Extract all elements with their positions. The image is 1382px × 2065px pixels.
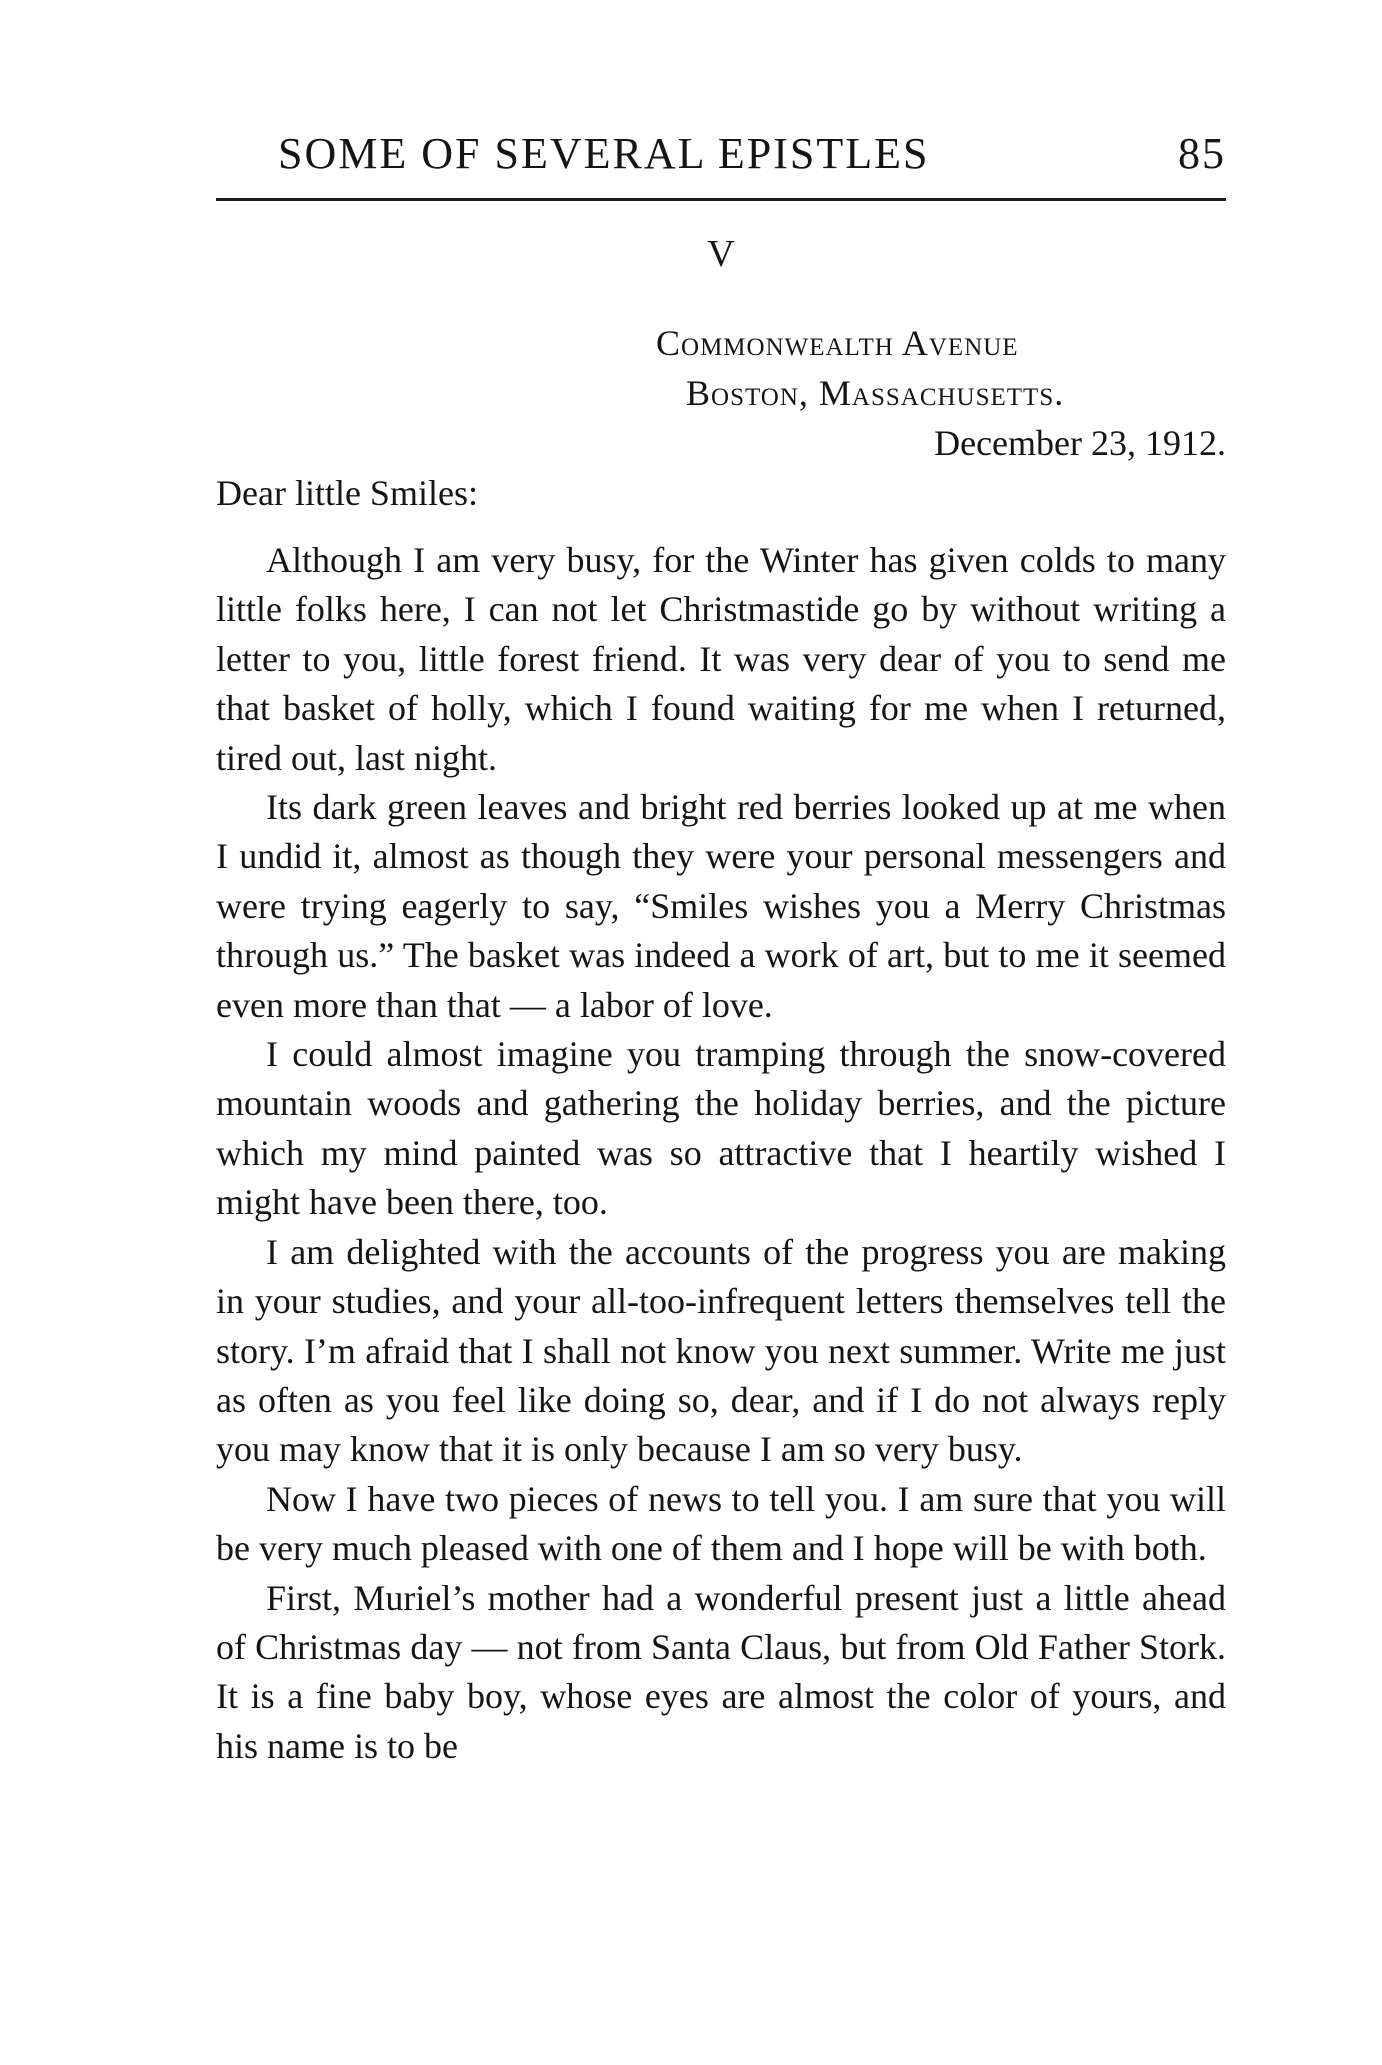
running-title: SOME OF SEVERAL EPISTLES bbox=[278, 129, 930, 178]
paragraph: Now I have two pieces of news to tell you. I am sure that you will be very much pleased with one of them and I hope will be with both. bbox=[216, 1478, 1226, 1569]
letter-date: December 23, 1912. bbox=[934, 423, 1226, 463]
paragraph: First, Muriel’s mother had a wonderful present just a little ahead of Christmas day — not from Santa Claus, but from Old Father Stork. It is a fine baby boy, whose eyes are almost the color of yours, and his name is to be bbox=[216, 1577, 1226, 1766]
paragraph: Although I am very busy, for the Winter has given colds to many little folks here, I can not let Christmastide go by without writing a letter to you, little forest friend. It was very dear of you to send me that basket of holly, which I found waiting for me when I returned, tired out, last night. bbox=[216, 540, 1226, 778]
book-page bbox=[216, 120, 1226, 1766]
paragraph: I am delighted with the accounts of the progress you are making in your studies, and your all-too-infrequent letters themselves tell the story. I’m afraid that I shall not know you next summer. Write me just as often as you feel like doing so, dear, and if I do not always reply you may know that it is only because I am so very busy. bbox=[216, 1231, 1226, 1470]
address-city: Boston, Massachusetts. bbox=[686, 373, 1065, 413]
paragraph: Its dark green leaves and bright red berries looked up at me when I undid it, almost as though they were your personal messengers and were trying eagerly to say, “Smiles wishes you a Merry Christmas through us.” The basket was indeed a work of art, but to me it seemed even more than that — a labor of love. bbox=[216, 787, 1226, 1025]
section-numeral: V bbox=[707, 233, 735, 275]
paragraph: I could almost imagine you tramping through the snow-covered mountain woods and gathering the holiday berries, and the picture which my mind painted was so attractive that I heartily wished I might have been there, too. bbox=[216, 1034, 1226, 1223]
page-number: 85 bbox=[1178, 129, 1226, 178]
header-rule bbox=[216, 198, 1226, 201]
running-head bbox=[216, 120, 1226, 190]
address-street: Commonwealth Avenue bbox=[656, 323, 1019, 363]
salutation: Dear little Smiles: bbox=[216, 473, 478, 513]
letter-body bbox=[216, 536, 1226, 1771]
